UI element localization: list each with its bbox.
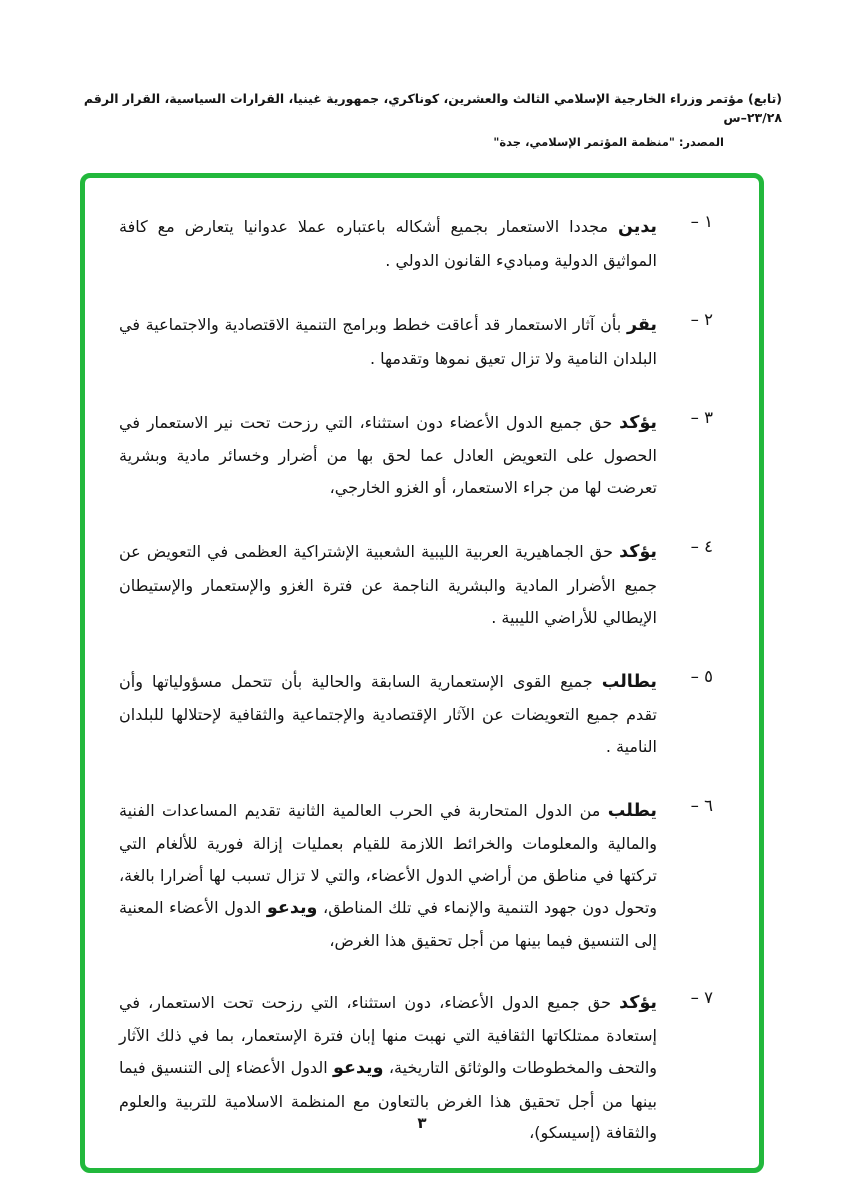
item-text-a: مجددا الاستعمار بجميع أشكاله باعتباره عملا عدوانيا يتعارض مع كافة المواثيق الدولية ومباديء القانون الدولي .: [119, 216, 657, 270]
item-text: [119, 535, 657, 634]
item-text-a: جميع القوى الإستعمارية السابقة والحالية بأن تتحمل مسؤولياتها وأن تقدم جميع التعويضات عن الآثار الإقتصادية والإجتماعية والثقافية لإحتلالها للبلدان النامية .: [119, 671, 657, 757]
item-lead-word: يقر: [626, 314, 657, 335]
item-text-a: حق جميع الدول الأعضاء دون استثناء، التي رزحت تحت نير الاستعمار في الحصول على التعويض العادل عما لحق بها من أضرار وخسائر مادية وبشرية تعرضت لها من جراء الاستعمار، أو الغزو الخارجي،: [119, 413, 657, 498]
resolution-item-3: [119, 406, 713, 505]
item-text-b: الدول الأعضاء المعنية إلى التنسيق فيما بينها من أجل تحقيق هذا الغرض،: [119, 897, 657, 950]
item-lead-word: يؤكد: [619, 542, 657, 563]
item-text-a: حق جميع الدول الأعضاء، دون استثناء، التي رزحت تحت الاستعمار، في إستعادة ممتلكاتها الثقافية التي نهبت منها إبان فترة الإستعمار، بما في ذلك الآثار والتحف والمخطوطات والوثائق التاريخية،: [119, 993, 657, 1078]
item-number: ٦ –: [690, 796, 713, 816]
item-lead-word: يطلب: [607, 801, 657, 822]
item-number: ٥ –: [690, 666, 713, 686]
item-text: [119, 308, 657, 376]
resolution-item-4: [119, 535, 713, 634]
item-text-a: حق الجماهيرية العربية الليبية الشعبية الإشتراكية العظمى في التعويض عن جميع الأضرار المادية والبشرية الناجمة عن فترة الغزو والإستعمار والإستيطان الإيطالي للأراضي الليبية .: [119, 542, 657, 627]
header-title-line: (تابع) مؤتمر وزراء الخارجية الإسلامي الثالث والعشرين، كوناكري، جمهورية غينيا، القرارات السياسية، القرار الرقم ٢٣/٢٨–س: [83, 91, 782, 125]
item-text: [119, 210, 657, 278]
page-header: [0, 0, 844, 149]
highlight-box: [80, 173, 764, 1173]
item-text: [119, 665, 657, 764]
resolution-item-2: [119, 308, 713, 376]
item-mid-bold: ويدعو: [266, 897, 318, 918]
item-text-b: الدول الأعضاء إلى التنسيق فيما بينها من أجل تحقيق هذا الغرض بالتعاون مع المنظمة الاسلامية للتربية والعلوم والثقافة (إسيسكو)،: [119, 1058, 657, 1142]
item-lead-word: يدين: [618, 216, 657, 237]
resolution-item-6: [119, 794, 713, 956]
item-text: [119, 794, 657, 956]
item-text-a: من الدول المتحاربة في الحرب العالمية الثانية تقديم المساعدات الفنية والمالية والمعلومات والخرائط اللازمة للقيام بعمليات إزالة فورية للألغام التي تركتها في مناطق من أراضي الدول الأعضاء، والتي لا تزال تسبب لها أضرارا بالغة، وتحول دون جهود التنمية والإنماء في تلك المناطق،: [119, 801, 657, 917]
item-mid-bold: ويدعو: [333, 1058, 384, 1079]
header-source-line: المصدر: "منظمة المؤتمر الإسلامي، جدة": [493, 134, 724, 149]
item-number: ٢ –: [690, 309, 713, 329]
item-number: ٤ –: [690, 537, 713, 557]
item-number: ١ –: [690, 211, 713, 231]
item-number: ٧ –: [690, 988, 713, 1008]
resolution-item-1: [119, 210, 713, 278]
item-text-a: بأن آثار الاستعمار قد أعاقت خطط وبرامج التنمية الاقتصادية والاجتماعية في البلدان النامية ولا تزال تعيق نموها وتقدمها .: [119, 314, 657, 368]
page-number: ٣: [417, 1114, 427, 1132]
item-lead-word: يطالب: [601, 671, 657, 692]
resolution-item-5: [119, 665, 713, 764]
item-number: ٣ –: [690, 408, 713, 427]
item-lead-word: يؤكد: [619, 993, 657, 1014]
item-lead-word: يؤكد: [619, 413, 657, 433]
item-text: [119, 406, 657, 505]
